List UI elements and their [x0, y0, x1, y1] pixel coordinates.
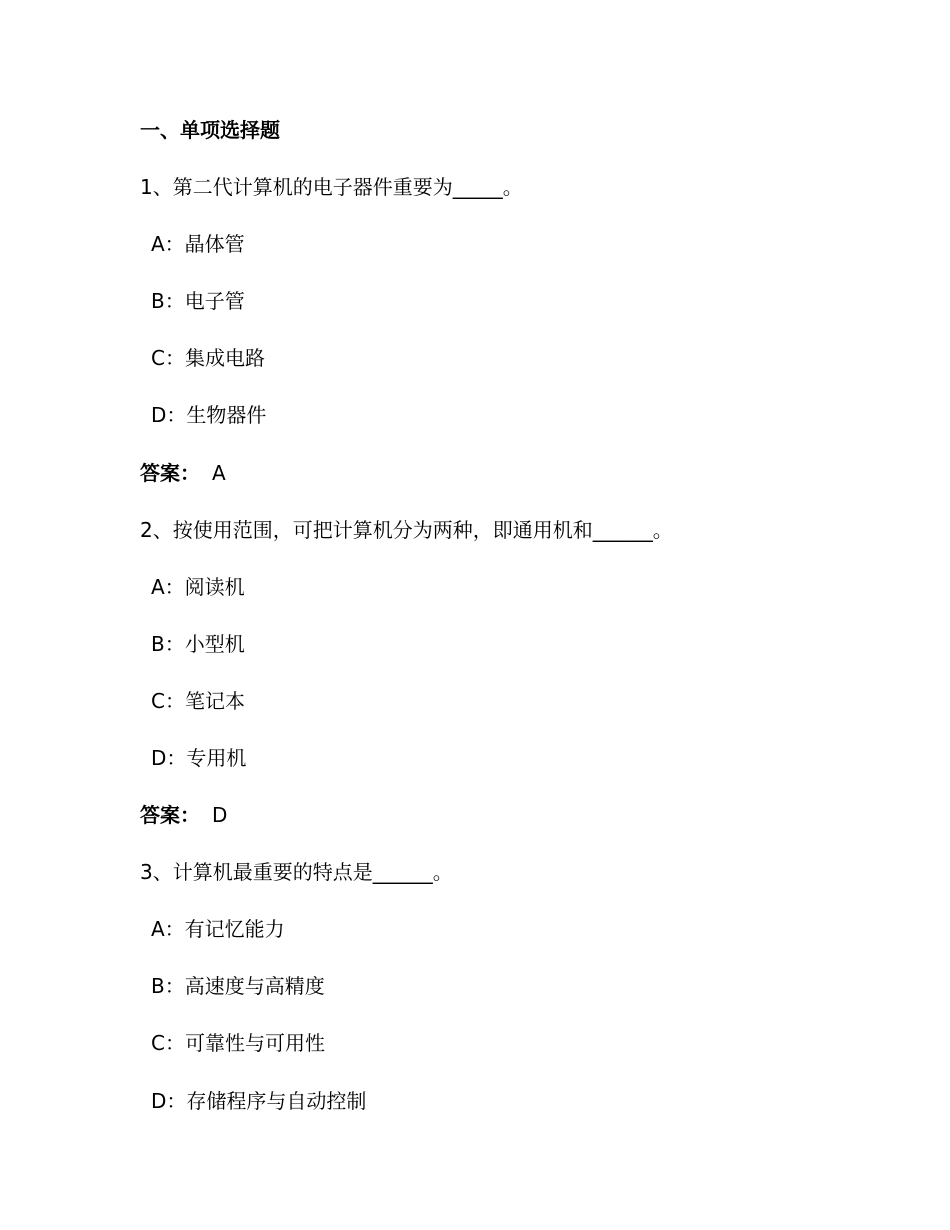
question-3-option-b: B：高速度与高精度 [151, 974, 325, 998]
question-2-option-b: B：小型机 [151, 632, 245, 656]
question-3-option-c: C：可靠性与可用性 [151, 1031, 325, 1055]
question-2-option-a: A：阅读机 [151, 575, 245, 599]
question-3-text: 3、计算机最重要的特点是______。 [140, 860, 453, 884]
question-3-option-d: D：存储程序与自动控制 [151, 1089, 367, 1113]
question-1-option-a: A：晶体管 [151, 232, 245, 256]
question-2-text: 2、按使用范围，可把计算机分为两种，即通用机和______。 [140, 518, 673, 542]
answer-label: 答案： [140, 803, 200, 827]
answer-value: A [212, 461, 226, 485]
question-1-option-d: D：生物器件 [151, 403, 267, 427]
answer-label: 答案： [140, 461, 200, 485]
section-title: 一、单项选择题 [140, 118, 280, 142]
question-3-option-a: A：有记忆能力 [151, 917, 285, 941]
question-1-text: 1、第二代计算机的电子器件重要为_____。 [140, 175, 523, 199]
question-2-option-d: D：专用机 [151, 746, 247, 770]
question-2-answer [140, 801, 227, 829]
question-2-option-c: C：笔记本 [151, 689, 245, 713]
question-1-option-b: B：电子管 [151, 289, 245, 313]
question-1-answer [140, 459, 226, 487]
question-1-option-c: C：集成电路 [151, 346, 265, 370]
answer-value: D [212, 803, 228, 827]
